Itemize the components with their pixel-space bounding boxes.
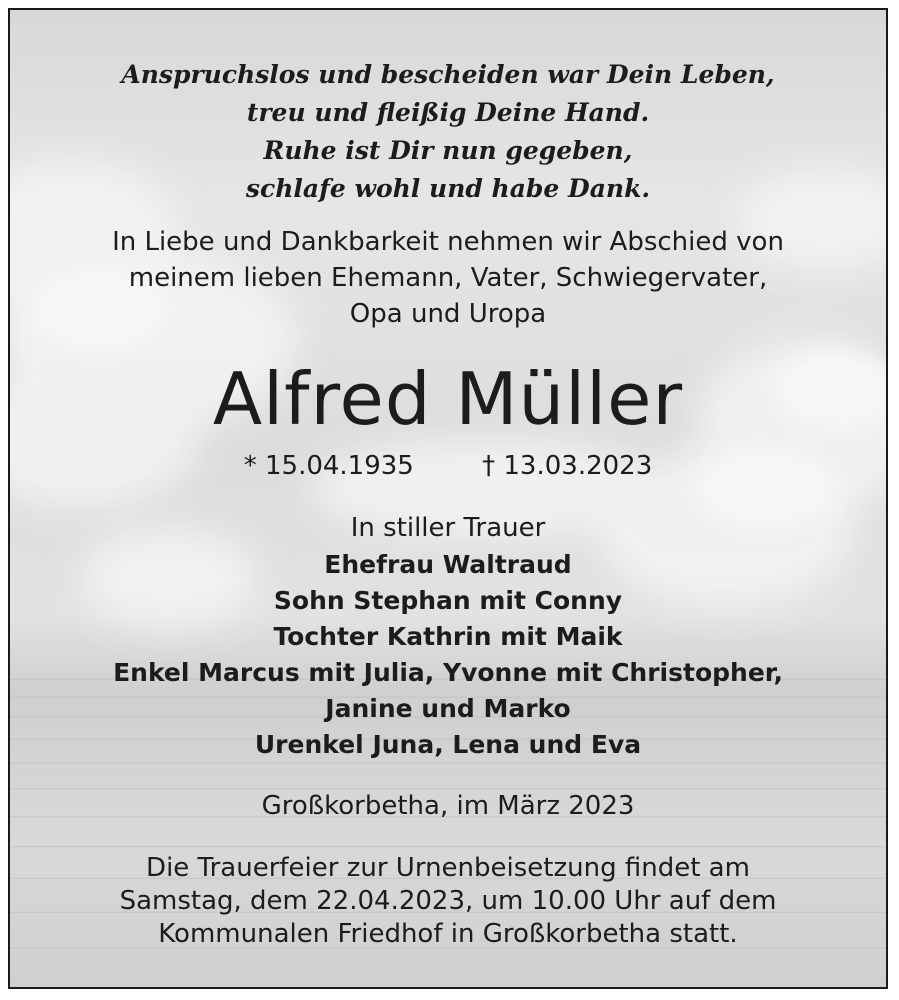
mourner-line: Sohn Stephan mit Conny <box>273 586 623 615</box>
mourner-line: Ehefrau Waltraud <box>324 550 572 579</box>
intro-line: Opa und Uropa <box>349 299 547 329</box>
ceremony-line: Die Trauerfeier zur Urnenbeisetzung findet am <box>146 853 750 883</box>
poem-line: Anspruchslos und bescheiden war Dein Leben, <box>121 60 775 89</box>
poem-line: treu und fleißig Deine Hand. <box>246 98 650 127</box>
intro-line: meinem lieben Ehemann, Vater, Schwiegervater, <box>128 263 768 293</box>
ceremony-info <box>10 852 886 951</box>
place-date: Großkorbetha, im März 2023 <box>261 791 635 821</box>
mourner-line: Tochter Kathrin mit Maik <box>273 622 623 651</box>
mourner-line: Janine und Marko <box>325 694 571 723</box>
ceremony-line: Samstag, dem 22.04.2023, um 10.00 Uhr auf dem <box>119 886 777 916</box>
obituary-notice <box>8 8 888 989</box>
deceased-name: Alfred Müller <box>212 357 684 441</box>
ceremony-line: Kommunalen Friedhof in Großkorbetha statt. <box>158 919 738 949</box>
poem-line: Ruhe ist Dir nun gegeben, <box>263 136 633 165</box>
birth-date: * 15.04.1935 <box>243 451 414 481</box>
mourner-line: Urenkel Juna, Lena und Eva <box>254 730 642 759</box>
farewell-intro <box>10 224 886 332</box>
life-dates <box>10 448 886 484</box>
mourner-line: Enkel Marcus mit Julia, Yvonne mit Christopher, <box>113 658 783 687</box>
mourners-list <box>10 547 886 763</box>
death-date: † 13.03.2023 <box>482 451 653 481</box>
poem <box>10 56 886 208</box>
mourning-label: In stiller Trauer <box>350 513 546 543</box>
poem-line: schlafe wohl und habe Dank. <box>245 174 651 203</box>
intro-line: In Liebe und Dankbarkeit nehmen wir Abschied von <box>112 227 784 257</box>
